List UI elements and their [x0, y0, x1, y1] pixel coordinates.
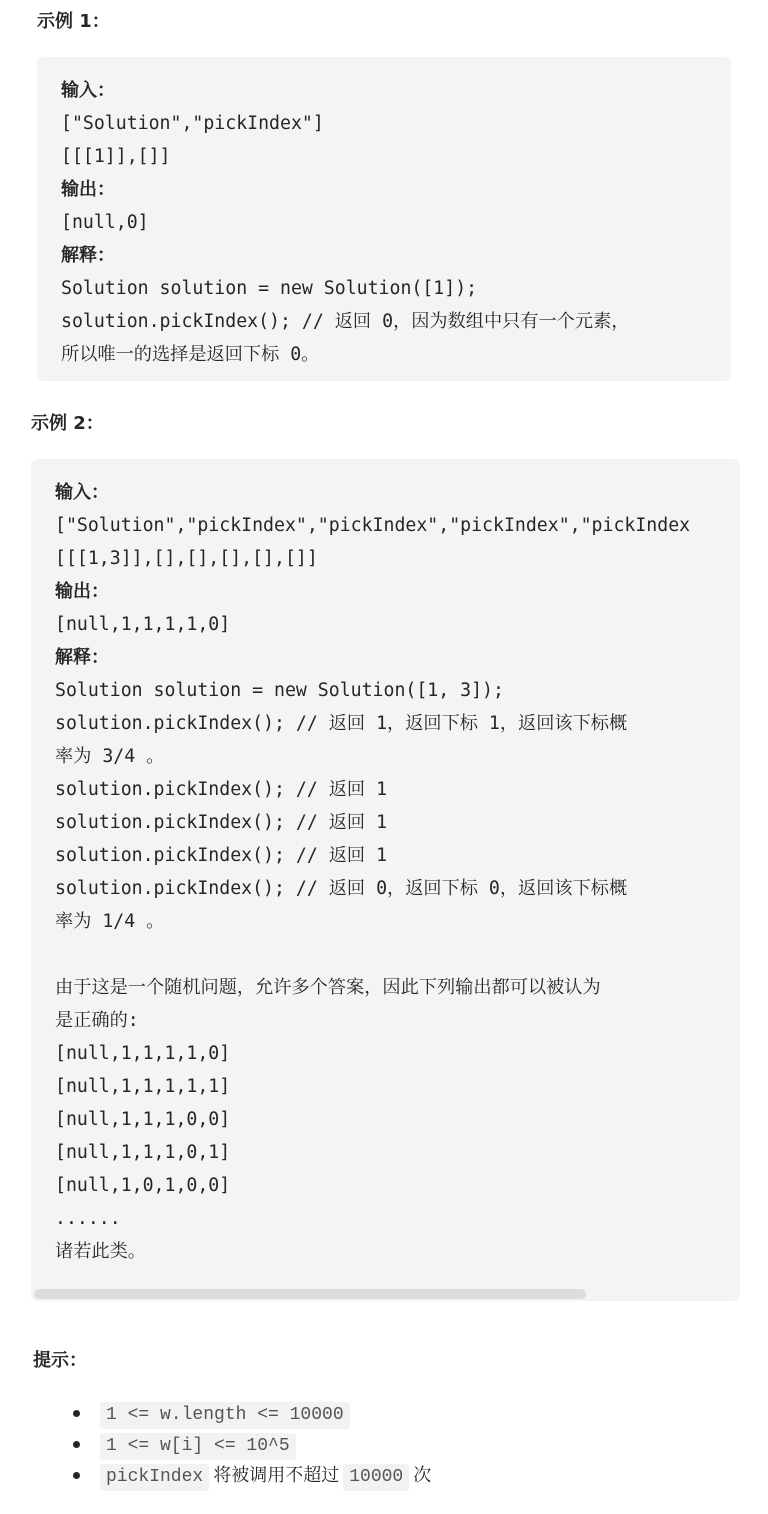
- hint-code: 1 <= w.length <= 10000: [100, 1402, 350, 1429]
- bullet-icon: [73, 1410, 80, 1417]
- code-line: 率为 3/4 。: [55, 746, 165, 767]
- code-line: ["Solution","pickIndex"]: [61, 113, 324, 134]
- example-2-code-block[interactable]: [31, 459, 740, 1301]
- hint-code: 10000: [343, 1464, 409, 1491]
- code-line: 是正确的:: [55, 1010, 139, 1031]
- example-2-code-lines: [55, 476, 740, 1268]
- example-1-code-lines: [61, 74, 731, 371]
- example-1-code-block: [37, 57, 731, 381]
- code-line: solution.pickIndex(); // 返回 0，返回下标 0，返回该下标概: [55, 878, 628, 899]
- code-line: solution.pickIndex(); // 返回 1: [55, 812, 388, 833]
- code-line: solution.pickIndex(); // 返回 1，返回下标 1，返回该下标概: [55, 713, 628, 734]
- code-section-label: 输入：: [61, 80, 115, 101]
- bullet-icon: [73, 1441, 80, 1448]
- hint-code: pickIndex: [100, 1464, 209, 1491]
- horizontal-scrollbar-thumb[interactable]: [34, 1289, 586, 1299]
- code-line: solution.pickIndex(); // 返回 1: [55, 845, 388, 866]
- hint-item: [70, 1398, 435, 1429]
- code-line: [null,1,1,1,1,1]: [55, 1076, 231, 1097]
- hint-text: 次: [413, 1465, 432, 1486]
- code-line: 所以唯一的选择是返回下标 0。: [61, 344, 320, 365]
- hint-text: 将被调用不超过: [213, 1465, 340, 1486]
- hint-code: 1 <= w[i] <= 10^5: [100, 1433, 296, 1460]
- code-line: 诸若此类。: [55, 1241, 146, 1262]
- code-line: 率为 1/4 。: [55, 911, 165, 932]
- code-line: [null,1,1,1,0,1]: [55, 1142, 231, 1163]
- code-line: [null,1,0,1,0,0]: [55, 1175, 231, 1196]
- code-line: [null,1,1,1,0,0]: [55, 1109, 231, 1130]
- code-line: Solution solution = new Solution([1]);: [61, 278, 478, 299]
- example-1-heading: 示例 1：: [37, 11, 110, 32]
- code-section-label: 输出：: [55, 581, 109, 602]
- code-line: [[[1,3]],[],[],[],[],[]]: [55, 548, 318, 569]
- hint-item: [70, 1460, 435, 1491]
- example-2-heading: 示例 2：: [31, 413, 104, 434]
- code-line: solution.pickIndex(); // 返回 1: [55, 779, 388, 800]
- hint-item: [70, 1429, 435, 1460]
- code-section-label: 输入：: [55, 482, 109, 503]
- bullet-icon: [73, 1472, 80, 1479]
- hints-heading: 提示：: [33, 1350, 87, 1371]
- code-line: [55, 938, 740, 971]
- code-line: [null,1,1,1,1,0]: [55, 1043, 231, 1064]
- hints-list: [70, 1398, 435, 1491]
- code-section-label: 解释：: [55, 647, 109, 668]
- code-line: solution.pickIndex(); // 返回 0，因为数组中只有一个元素，: [61, 311, 630, 332]
- code-line: Solution solution = new Solution([1, 3]);: [55, 680, 504, 701]
- code-section-label: 解释：: [61, 245, 115, 266]
- code-line: [null,0]: [61, 212, 149, 233]
- code-line: 由于这是一个随机问题，允许多个答案，因此下列输出都可以被认为: [55, 977, 601, 998]
- code-section-label: 输出：: [61, 179, 115, 200]
- code-line: ......: [55, 1208, 121, 1229]
- code-line: ["Solution","pickIndex","pickIndex","pickIndex","pickIndex: [55, 515, 691, 536]
- code-line: [null,1,1,1,1,0]: [55, 614, 231, 635]
- code-line: [[[1]],[]]: [61, 146, 171, 167]
